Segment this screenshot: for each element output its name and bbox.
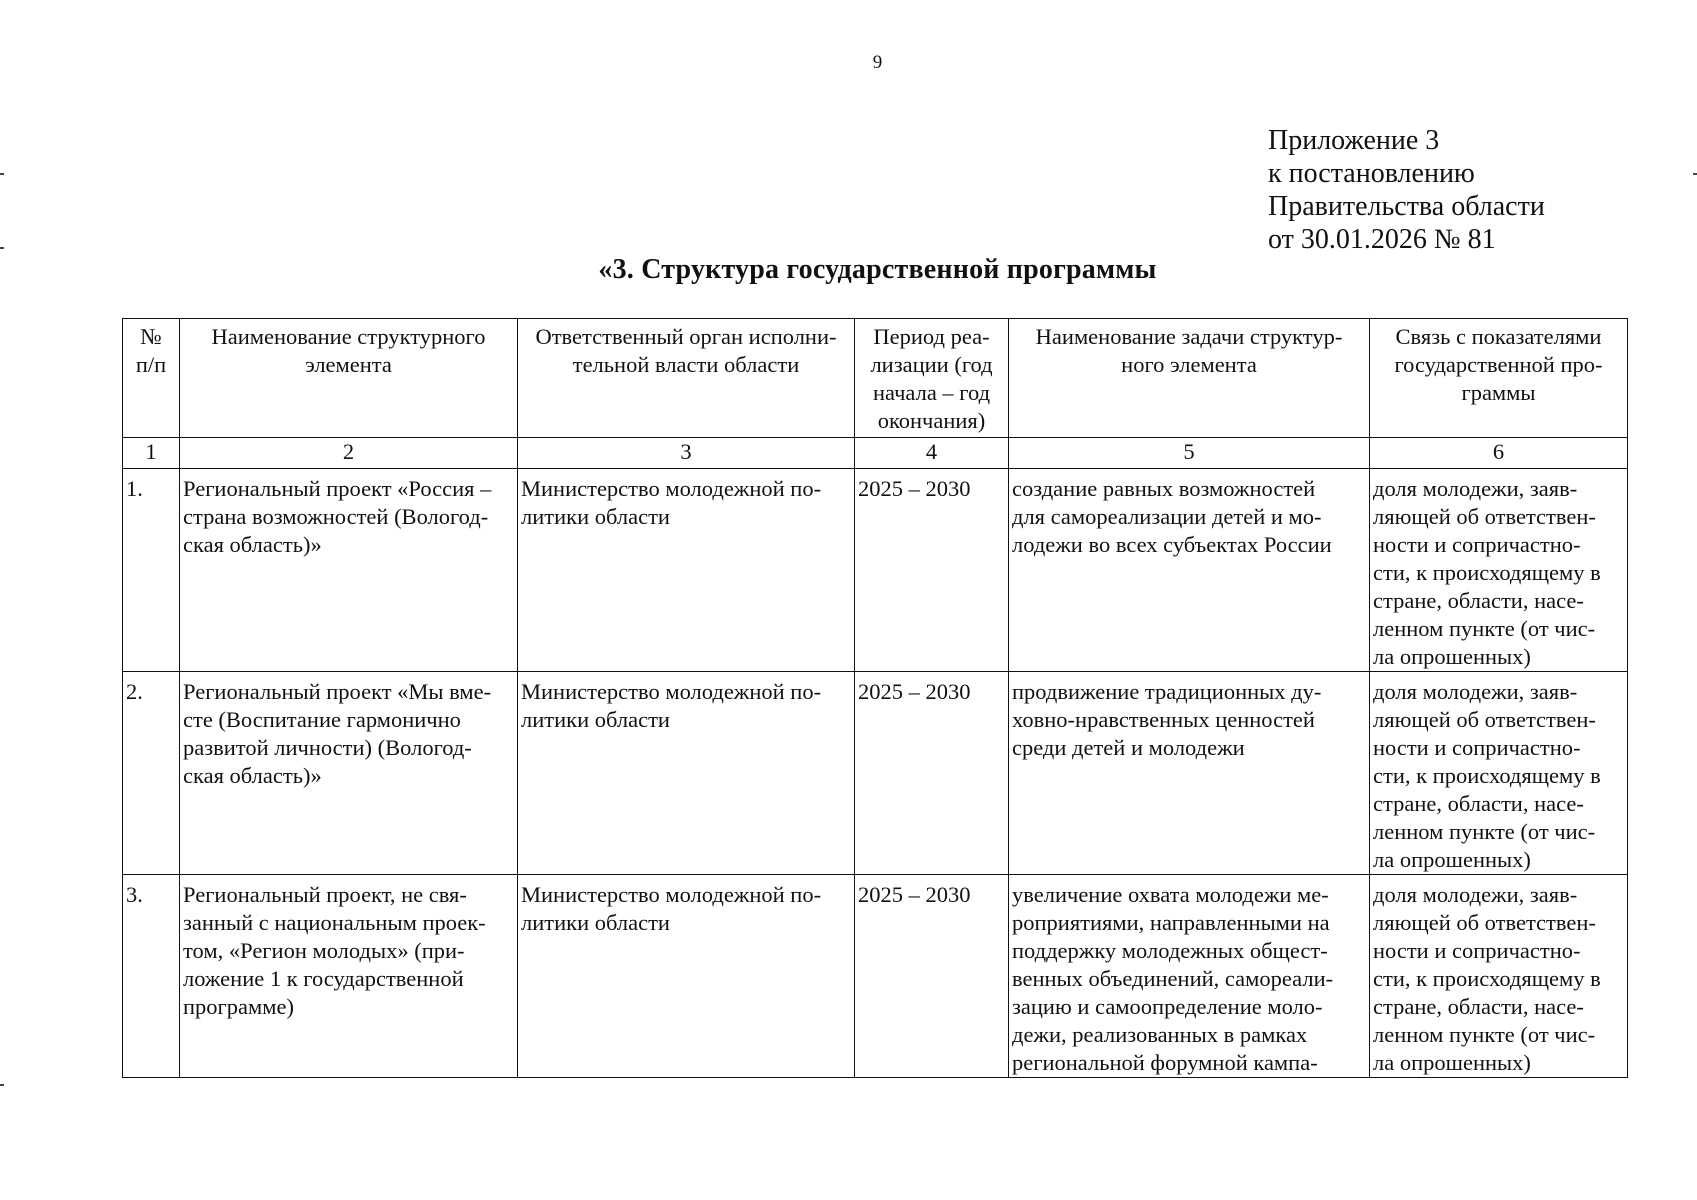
row-element-name: Региональный проект «Россия – страна возможностей (Вологод- ская область)» bbox=[180, 469, 518, 672]
column-number: 4 bbox=[855, 438, 1009, 469]
header-period: Период реа- лизации (год начала – год окончания) bbox=[855, 319, 1009, 438]
row-indicator: доля молодежи, заяв- ляющей об ответствен- ности и сопричастно- сти, к происходящему в стране, области, насе- ленном пункте (от чис- ла опрошенных) bbox=[1370, 672, 1628, 875]
table-header-row bbox=[123, 319, 1628, 438]
row-task: увеличение охвата молодежи ме- роприятиями, направленными на поддержку молодежных общест- венных объединений, самореали- зацию и самоопределение моло- дежи, реализованных в рамках региональной форумной кампа- bbox=[1009, 875, 1370, 1078]
header-indicator: Связь с показателями государственной про- граммы bbox=[1370, 319, 1628, 438]
row-task: создание равных возможностей для самореализации детей и мо- лодежи во всех субъектах России bbox=[1009, 469, 1370, 672]
structure-table bbox=[122, 318, 1628, 1078]
row-authority: Министерство молодежной по- литики области bbox=[518, 672, 855, 875]
appendix-line: к постановлению bbox=[1268, 158, 1475, 189]
column-number: 1 bbox=[123, 438, 180, 469]
row-authority: Министерство молодежной по- литики области bbox=[518, 875, 855, 1078]
header-authority: Ответственный орган исполни- тельной власти области bbox=[518, 319, 855, 438]
row-number: 1. bbox=[123, 469, 180, 672]
page-number: 9 bbox=[872, 52, 883, 73]
column-number: 5 bbox=[1009, 438, 1370, 469]
header-element-name: Наименование структурного элемента bbox=[180, 319, 518, 438]
row-period: 2025 – 2030 bbox=[855, 469, 1009, 672]
row-task: продвижение традиционных ду- ховно-нравственных ценностей среди детей и молодежи bbox=[1009, 672, 1370, 875]
column-number: 2 bbox=[180, 438, 518, 469]
table-row bbox=[123, 672, 1628, 875]
column-number-row bbox=[123, 438, 1628, 469]
appendix-line: Правительства области bbox=[1268, 191, 1545, 222]
row-indicator: доля молодежи, заяв- ляющей об ответствен- ности и сопричастно- сти, к происходящему в стране, области, насе- ленном пункте (от чис- ла опрошенных) bbox=[1370, 469, 1628, 672]
scan-mark bbox=[0, 1084, 4, 1086]
row-element-name: Региональный проект, не свя- занный с национальным проек- том, «Регион молодых» (при- ложение 1 к государственной программе) bbox=[180, 875, 518, 1078]
scan-mark bbox=[0, 247, 4, 249]
row-authority: Министерство молодежной по- литики области bbox=[518, 469, 855, 672]
row-number: 3. bbox=[123, 875, 180, 1078]
row-number: 2. bbox=[123, 672, 180, 875]
row-element-name: Региональный проект «Мы вме- сте (Воспитание гармонично развитой личности) (Вологод- ская область)» bbox=[180, 672, 518, 875]
appendix-line: от 30.01.2026 № 81 bbox=[1268, 224, 1496, 255]
header-task: Наименование задачи структур- ного элемента bbox=[1009, 319, 1370, 438]
appendix-block bbox=[1268, 124, 1545, 256]
appendix-line: Приложение 3 bbox=[1268, 125, 1440, 156]
document-title: «3. Структура государственной программы bbox=[598, 254, 1157, 285]
scan-mark bbox=[0, 173, 4, 175]
column-number: 6 bbox=[1370, 438, 1628, 469]
row-period: 2025 – 2030 bbox=[855, 875, 1009, 1078]
table-row bbox=[123, 875, 1628, 1078]
structure-table-wrapper bbox=[122, 318, 1628, 1078]
row-period: 2025 – 2030 bbox=[855, 672, 1009, 875]
row-indicator: доля молодежи, заяв- ляющей об ответствен- ности и сопричастно- сти, к происходящему в стране, области, насе- ленном пункте (от чис- ла опрошенных) bbox=[1370, 875, 1628, 1078]
table-row bbox=[123, 469, 1628, 672]
column-number: 3 bbox=[518, 438, 855, 469]
scan-mark bbox=[1693, 173, 1697, 175]
header-number: № п/п bbox=[123, 319, 180, 438]
